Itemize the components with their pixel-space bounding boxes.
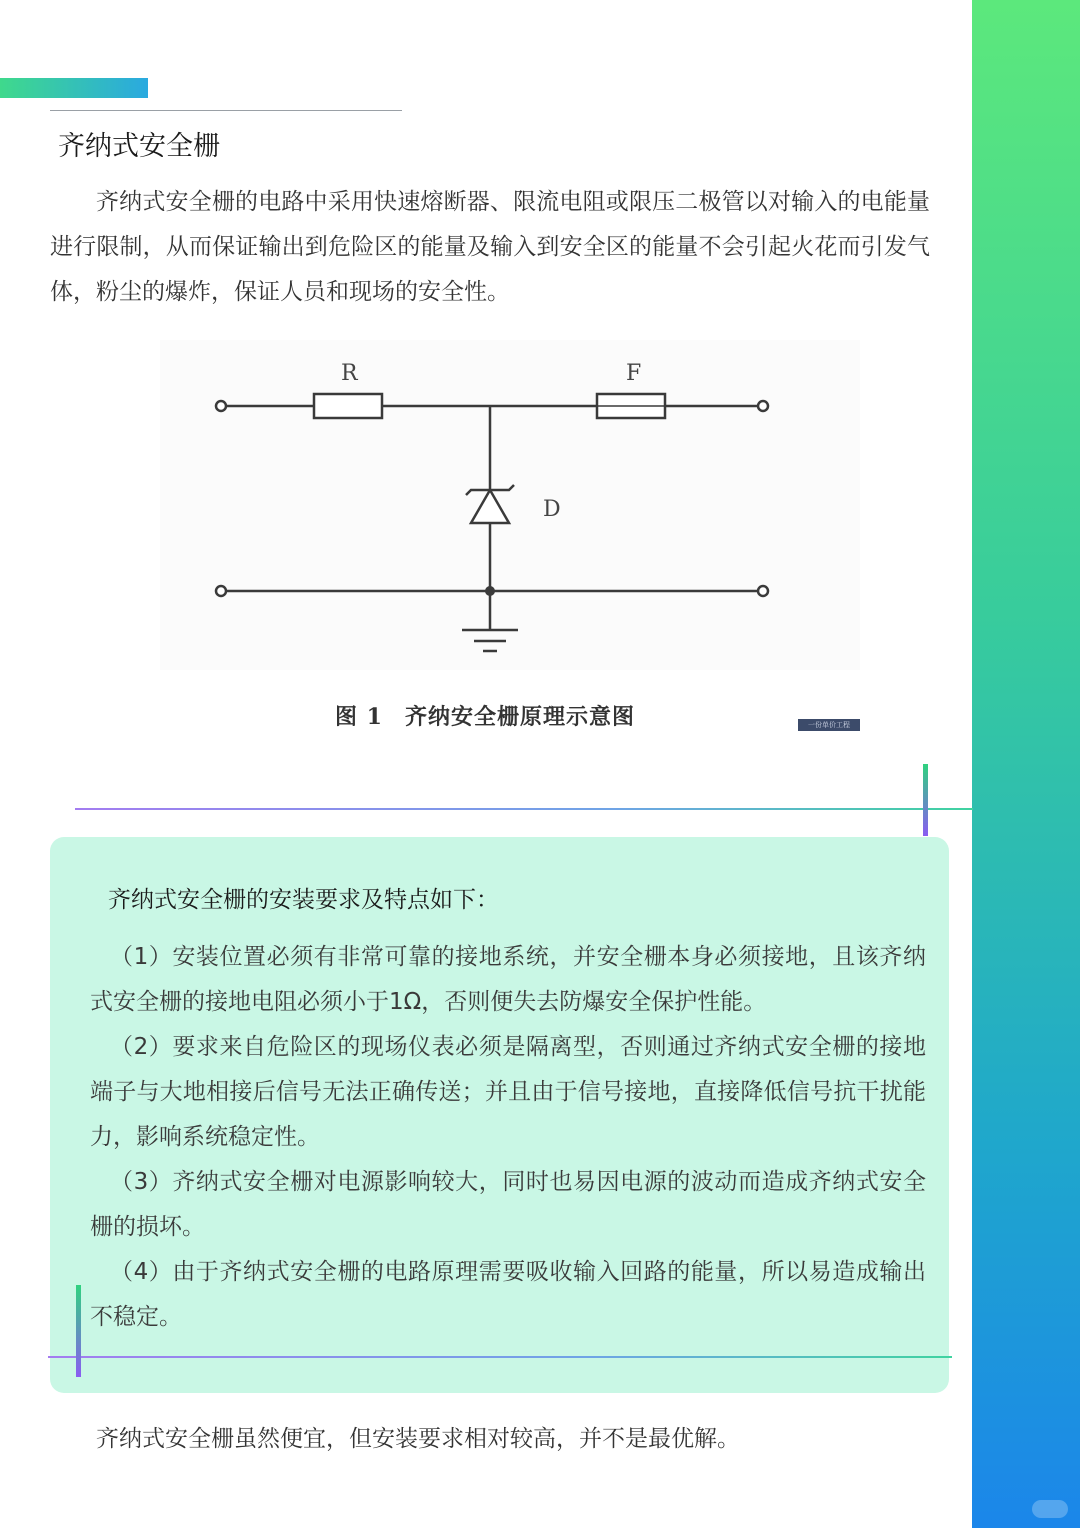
- intro-paragraph: 齐纳式安全栅的电路中采用快速熔断器、限流电阻或限压二极管以对输入的电能量进行限制，从而保证输出到危险区的能量及输入到安全区的能量不会引起火花而引发气体，粉尘的爆炸，保证人员和现场的安全性。: [50, 189, 930, 305]
- requirements-list: [90, 935, 926, 1340]
- watermark-badge: 一份单价工程: [798, 719, 860, 731]
- terminal-bottom-right: [758, 586, 768, 596]
- terminal-top-left: [216, 401, 226, 411]
- corner-badge-icon: [1032, 1500, 1068, 1518]
- requirement-item-2: （2）要求来自危险区的现场仪表必须是隔离型，否则通过齐纳式安全栅的接地端子与大地相接后信号无法正确传送；并且由于信号接地，直接降低信号抗干扰能力，影响系统稳定性。: [90, 1034, 926, 1150]
- figure-caption: [335, 700, 635, 731]
- requirement-item-1: （1）安装位置必须有非常可靠的接地系统，并安全栅本身必须接地，且该齐纳式安全栅的接地电阻必须小于1Ω，否则便失去防爆安全保护性能。: [90, 944, 926, 1015]
- bottom-divider: [48, 1356, 952, 1358]
- zener-barrier-circuit-diagram: [160, 340, 860, 670]
- label-f: F: [626, 361, 642, 386]
- conclusion-text: 齐纳式安全栅虽然便宜，但安装要求相对较高，并不是最优解。: [96, 1426, 740, 1452]
- top-accent-bar: [0, 78, 148, 98]
- circuit-figure: [160, 340, 860, 670]
- zener-diode-d-symbol: [471, 490, 509, 523]
- label-r: R: [341, 361, 358, 386]
- requirements-title: 齐纳式安全栅的安装要求及特点如下：: [108, 887, 499, 913]
- section-title: 齐纳式安全栅: [58, 131, 220, 162]
- requirement-item-3: （3）齐纳式安全栅对电源影响较大，同时也易因电源的波动而造成齐纳式安全栅的损坏。: [90, 1169, 926, 1240]
- junction-dot: [485, 586, 495, 596]
- bottom-accent-tick: [76, 1285, 81, 1377]
- middle-accent-tick: [923, 764, 928, 836]
- terminal-top-right: [758, 401, 768, 411]
- resistor-r-symbol: [314, 394, 382, 418]
- right-gradient-band: [972, 0, 1080, 1528]
- middle-divider: [75, 808, 973, 810]
- requirement-item-4: （4）由于齐纳式安全栅的电路原理需要吸收输入回路的能量，所以易造成输出不稳定。: [90, 1259, 926, 1330]
- top-divider: [50, 110, 402, 111]
- figure-number: 图 1: [335, 704, 383, 730]
- figure-caption-text: 齐纳安全栅原理示意图: [404, 704, 635, 730]
- label-d: D: [543, 497, 561, 522]
- terminal-bottom-left: [216, 586, 226, 596]
